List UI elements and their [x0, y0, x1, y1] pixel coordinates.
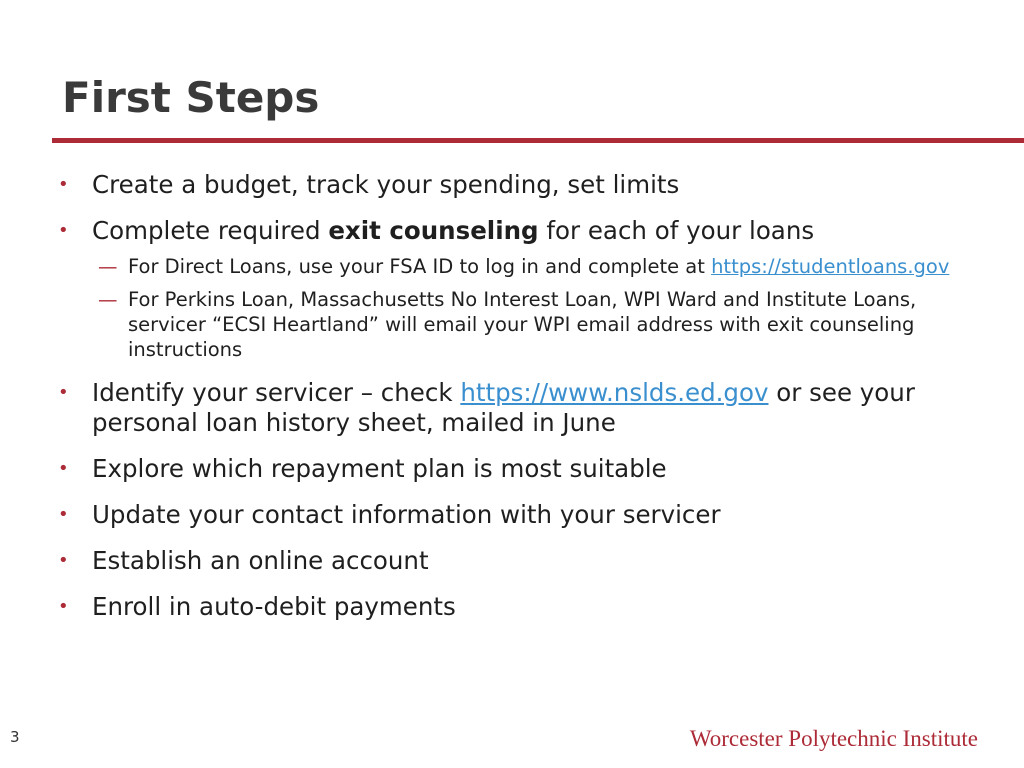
list-item [56, 454, 996, 484]
bullet-text: Identify your servicer – check [92, 378, 461, 407]
bullet-icon: • [58, 220, 69, 241]
sub-list-item [56, 254, 996, 279]
bullet-text: Enroll in auto-debit payments [92, 592, 456, 621]
bullet-icon: • [58, 458, 69, 479]
bullet-text: Establish an online account [92, 546, 429, 575]
sub-bullet-text: For Direct Loans, use your FSA ID to log in and complete at [128, 255, 712, 278]
title-divider [52, 138, 1024, 143]
bullet-text: or see your personal loan history sheet, mailed in June [92, 378, 915, 437]
bullet-text: Create a budget, track your spending, set limits [92, 170, 680, 199]
dash-icon: — [98, 255, 118, 278]
bullet-icon: • [58, 596, 69, 617]
bullet-icon: • [58, 504, 69, 525]
slide-title: First Steps [62, 73, 320, 122]
studentloans-link[interactable]: https://studentloans.gov [711, 255, 950, 278]
bullet-text: Explore which repayment plan is most suitable [92, 454, 667, 483]
page-number: 3 [10, 728, 20, 746]
bullet-text: for each of your loans [538, 216, 815, 245]
bullet-icon: • [58, 174, 69, 195]
list-item [56, 216, 996, 246]
list-item [56, 546, 996, 576]
bullet-bold-text: exit counseling [328, 216, 539, 245]
list-item [56, 378, 996, 438]
list-item [56, 500, 996, 530]
bullet-text: Complete required [92, 216, 329, 245]
sub-list-item [56, 287, 996, 362]
dash-icon: — [98, 288, 118, 311]
bullet-icon: • [58, 550, 69, 571]
bullet-text: Update your contact information with your servicer [92, 500, 721, 529]
list-item [56, 170, 996, 200]
sub-bullet-text: For Perkins Loan, Massachusetts No Interest Loan, WPI Ward and Institute Loans, servicer “ECSI Heartland” will email your WPI email address with exit counseling instructions [128, 288, 917, 361]
bullet-icon: • [58, 382, 69, 403]
bullet-list [56, 170, 996, 638]
footer-logo: Worcester Polytechnic Institute [689, 726, 978, 751]
nslds-link[interactable]: https://www.nslds.ed.gov [460, 378, 769, 407]
list-item [56, 592, 996, 622]
